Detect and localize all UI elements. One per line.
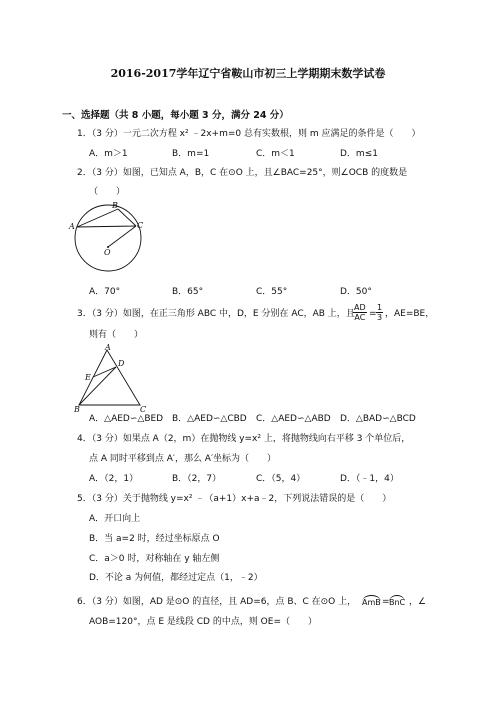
q6-arc-bnc: BnC bbox=[389, 598, 406, 607]
question-6-stem: 6．（3 分）如图，AD 是⊙O 的直径，且 AD=6，点 B、C 在⊙O 上， bbox=[77, 597, 357, 607]
q3-label-e: E bbox=[85, 373, 91, 382]
section-heading: 一、选择题（共 8 小题，每小题 3 分，满分 24 分） bbox=[62, 110, 289, 121]
q2-option-b: B．65° bbox=[172, 287, 204, 297]
q3-option-c: C．△AED∽△ABD bbox=[256, 414, 331, 424]
q1-option-b: B．m=1 bbox=[172, 149, 210, 159]
question-6-line2: AOB=120°，点 E 是线段 CD 的中点，则 OE=（ ） bbox=[89, 617, 317, 627]
q3-frac1-denominator: AC bbox=[354, 313, 366, 322]
question-2-blank: （ ） bbox=[89, 187, 126, 197]
page-title: 2016-2017学年辽宁省鞍山市初三上学期期末数学试卷 bbox=[110, 67, 386, 80]
q3-frac2-denominator: 3 bbox=[377, 313, 383, 322]
q3-label-c: C bbox=[140, 405, 147, 414]
q4-option-a: A．（2，1） bbox=[89, 474, 139, 484]
q4-option-d: D．（﹣1，4） bbox=[340, 474, 399, 484]
q5-option-b: B．当 a=2 时，经过坐标原点 O bbox=[89, 534, 220, 544]
q3-frac1-numerator: AD bbox=[354, 303, 366, 312]
q3-label-a: A bbox=[105, 343, 111, 352]
q3-stem-line2: 则有（ ） bbox=[89, 330, 144, 340]
q3-segment-ed bbox=[93, 367, 116, 377]
q3-option-d: D．△BAD∽△BCD bbox=[340, 414, 416, 424]
q6-arc-amb: AmB bbox=[362, 598, 381, 607]
q2-label-c: C bbox=[137, 221, 144, 230]
question-4-line2: 点 A 同时平移到点 A′，那么 A′坐标为（ ） bbox=[89, 454, 277, 464]
q5-option-a: A．开口向上 bbox=[89, 514, 141, 524]
q2-radius-oc bbox=[108, 226, 136, 247]
q2-chord-ab bbox=[77, 209, 118, 227]
q4-option-b: B．（2，7） bbox=[172, 474, 222, 484]
q3-frac2-numerator: 1 bbox=[377, 303, 383, 312]
question-4-line1: 4．（3 分）如果点 A（2，m）在抛物线 y=x² 上，将抛物线向右平移 3 个单位后， bbox=[77, 434, 411, 444]
q3-label-b: B bbox=[74, 405, 80, 414]
q2-label-b: B bbox=[112, 201, 118, 210]
q3-triangle-figure bbox=[74, 344, 154, 414]
q5-option-c: C．a＞0 时，对称轴在 y 轴左侧 bbox=[89, 554, 220, 564]
q1-option-d: D．m≤1 bbox=[340, 149, 378, 159]
q2-circle bbox=[75, 205, 144, 271]
q6-arc-equals: = bbox=[382, 597, 390, 607]
q3-option-a: A．△AED∽△BED bbox=[89, 414, 164, 424]
q2-option-d: D．50° bbox=[340, 287, 372, 297]
question-2-stem: 2．（3 分）如图，已知点 A，B，C 在⊙O 上，且∠BAC=25°，则∠OCB 的度数是 bbox=[77, 168, 408, 178]
q3-option-b: B．△AED∽△CBD bbox=[172, 414, 247, 424]
q3-fraction-one-third bbox=[376, 303, 383, 322]
question-1-stem: 1．（3 分）一元二次方程 x² ﹣2x+m=0 总有实数根，则 m 应满足的条件是（ ） bbox=[77, 129, 421, 139]
q6-stem-tail: ，∠ bbox=[409, 597, 427, 607]
q3-fraction-ad-ac bbox=[353, 303, 367, 322]
q5-option-d: D．不论 a 为何值，都经过定点（1，﹣2） bbox=[89, 573, 263, 583]
q2-chord-ac bbox=[77, 226, 136, 227]
q2-option-c: C．55° bbox=[256, 287, 288, 297]
question-5-stem: 5．（3 分）关于抛物线 y=x² ﹣（a+1）x+a﹣2，下列说法错误的是（ ） bbox=[77, 494, 392, 504]
question-3-stem: 3．（3 分）如图，在正三角形 ABC 中，D，E 分别在 AC，AB 上，且 bbox=[77, 309, 355, 319]
q2-circle-figure bbox=[69, 200, 154, 280]
q3-equals: = bbox=[369, 309, 377, 319]
q4-option-c: C．（5，4） bbox=[256, 474, 306, 484]
q1-option-a: A．m＞1 bbox=[89, 149, 128, 159]
q2-label-a: A bbox=[69, 222, 75, 231]
q1-option-c: C．m＜1 bbox=[256, 149, 295, 159]
q2-option-a: A．70° bbox=[89, 287, 121, 297]
q2-label-o: O bbox=[104, 248, 111, 257]
q3-label-d: D bbox=[118, 359, 125, 368]
q3-stem-tail: ，AE=BE， bbox=[385, 309, 435, 319]
